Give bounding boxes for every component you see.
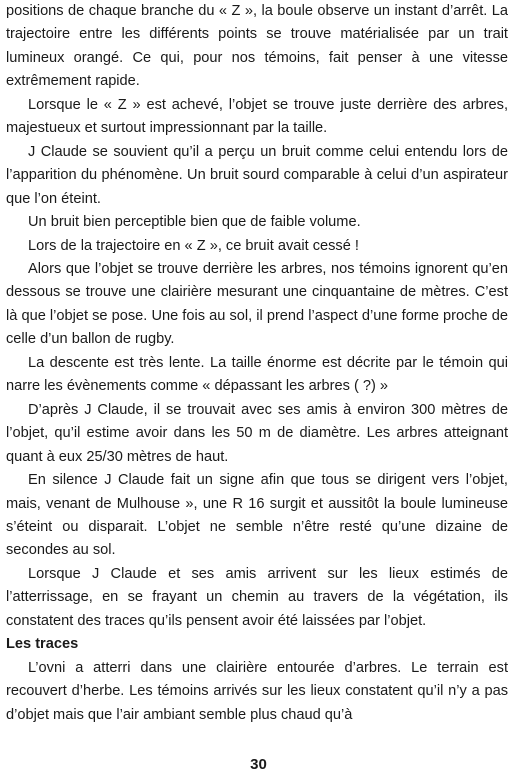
page-number: 30 bbox=[250, 756, 267, 773]
paragraph-descent: La descente est très lente. La taille énorme est décrite par le témoin qui narre les évènements comme « dépassant les arbres ( ?) » bbox=[6, 354, 508, 395]
paragraph-noise-memory: J Claude se souvient qu’il a perçu un bruit comme celui entendu lors de l’apparition du phénomène. Un bruit sourd comparable à celui d’un aspirateur que l’on éteint. bbox=[6, 143, 508, 207]
paragraph-continuation: positions de chaque branche du « Z », la boule observe un instant d’arrêt. La trajectoire entre les différents points se trouve matérialisée par un trait lumineux orangé. Ce qui, pour nos témoins, fait penser à une vitesse extrêmement rapide. bbox=[6, 3, 508, 90]
paragraph-distance: D’après J Claude, il se trouvait avec ses amis à environ 300 mètres de l’objet, qu’il estime avoir dans les 50 m de diamètre. Les arbres atteignant quant à eux 25/30 mètres de haut. bbox=[6, 401, 508, 465]
paragraph-r16: En silence J Claude fait un signe afin que tous se dirigent vers l’objet, mais, venant de Mulhouse », une R 16 surgit et aussitôt la boule lumineuse s’éteint ou disparait. L’objet ne semble n’être resté qu’une dizaine de secondes au sol. bbox=[6, 472, 508, 559]
paragraph-z-achieved: Lorsque le « Z » est achevé, l’objet se trouve juste derrière des arbres, majestueux et surtout impressionnant par la taille. bbox=[6, 96, 508, 137]
paragraph-landing-site: L’ovni a atterri dans une clairière entourée d’arbres. Le terrain est recouvert d’herbe. Les témoins arrivés sur les lieux constatent qu’il n’y a pas d’objet mais que l’air ambiant semble plus chaud qu’à bbox=[6, 659, 508, 723]
section-heading-traces: Les traces bbox=[6, 636, 79, 653]
document-page bbox=[6, 0, 508, 727]
paragraph-noise-volume: Un bruit bien perceptible bien que de faible volume. bbox=[28, 214, 361, 231]
paragraph-arrival: Lorsque J Claude et ses amis arrivent sur les lieux estimés de l’atterrissage, en se frayant un chemin au travers de la végétation, ils constatent des traces qu’ils pensent avoir été laissées par l’objet. bbox=[6, 565, 508, 629]
paragraph-noise-stopped: Lors de la trajectoire en « Z », ce bruit avait cessé ! bbox=[28, 237, 359, 254]
paragraph-clearing: Alors que l’objet se trouve derrière les arbres, nos témoins ignorent qu’en dessous se trouve une clairière mesurant une cinquantaine de mètres. C’est là que l’objet se pose. Une fois au sol, il prend l’aspect d’une forme proche de celle d’un ballon de rugby. bbox=[6, 260, 508, 348]
